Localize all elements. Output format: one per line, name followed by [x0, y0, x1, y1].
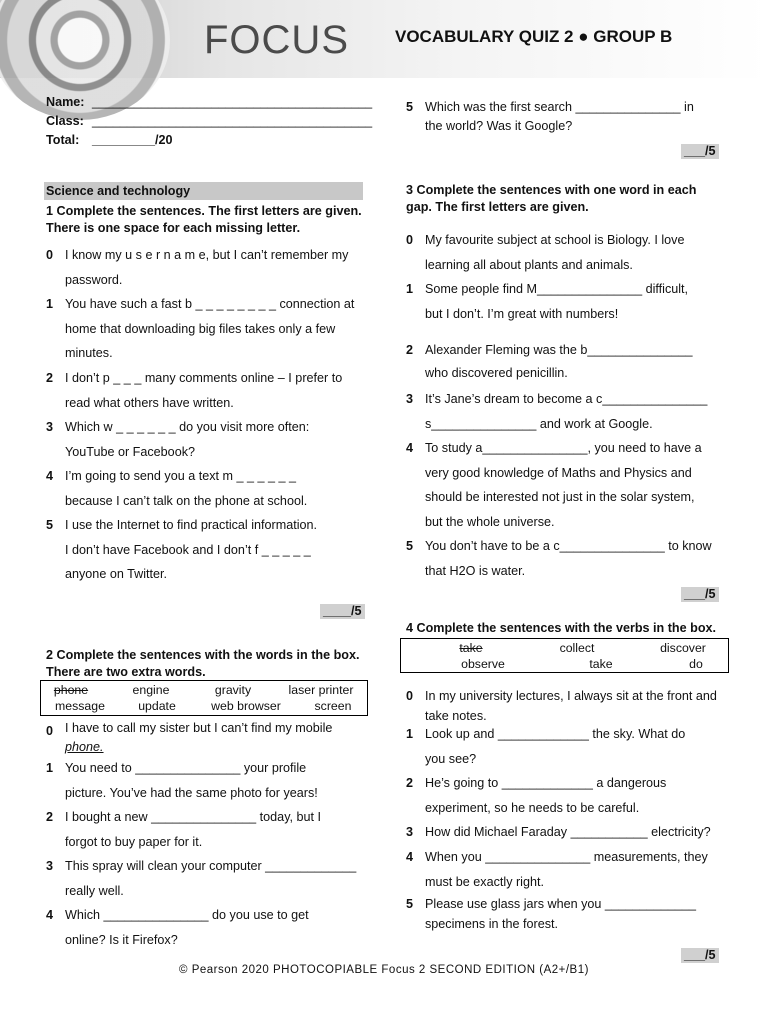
item-line: s_______________ and work at Google. — [425, 416, 653, 431]
ex3-item-3 — [425, 387, 707, 436]
item-line: that H2O is water. — [425, 563, 526, 578]
ex4-item-5 — [425, 894, 696, 934]
item-number: 1 — [406, 282, 414, 296]
word-box-item: laser printer — [288, 683, 354, 697]
ex2-item-0 — [65, 719, 332, 757]
name-label: Name: — [46, 95, 85, 109]
word-box-item: gravity — [214, 683, 252, 697]
item-line: picture. You’ve had the same photo for years! — [65, 785, 318, 800]
word-box-item: phone — [53, 683, 89, 697]
item-number: 1 — [46, 297, 54, 311]
item-line: but the whole universe. — [425, 514, 555, 529]
item-line: How did Michael Faraday ___________ electricity? — [425, 825, 711, 839]
item-line: I use the Internet to find practical information. — [65, 518, 318, 532]
ex1-score: ____/5 — [320, 604, 365, 619]
item-line: you see? — [425, 751, 477, 766]
word-box-item: do — [689, 657, 703, 671]
item-line: specimens in the forest. — [425, 917, 558, 931]
item-number: 1 — [406, 727, 414, 741]
class-label: Class: — [46, 114, 84, 128]
item-line: I’m going to send you a text m _ _ _ _ _ _ — [65, 469, 297, 483]
item-number: 4 — [406, 850, 414, 864]
item-number: 0 — [46, 724, 54, 738]
ex3-item-1 — [425, 277, 688, 326]
ex3-heading-line: 3 Complete the sentences with one word in each — [406, 183, 697, 197]
ex1-heading-line: There is one space for each missing letter. — [46, 221, 301, 235]
ex1-heading-line: 1 Complete the sentences. The first letters are given. — [46, 204, 362, 218]
item-line: It’s Jane’s dream to become a c_______________ — [425, 392, 708, 406]
item-line: take notes. — [425, 709, 487, 723]
ex2-item-5 — [425, 98, 694, 136]
ex4-word-box — [400, 638, 729, 673]
item-number: 4 — [46, 908, 54, 922]
ex2-heading-line: There are two extra words. — [46, 665, 206, 679]
ex2-heading-line: 2 Complete the sentences with the words in the box. — [46, 648, 360, 662]
ex4-item-2 — [425, 771, 666, 820]
item-line: Please use glass jars when you _____________ — [425, 897, 696, 911]
item-number: 2 — [46, 810, 54, 824]
total-label: Total: — [46, 133, 80, 147]
item-line: You need to _______________ your profile — [65, 761, 307, 775]
item-line: anyone on Twitter. — [65, 567, 167, 581]
item-number: 0 — [406, 689, 414, 703]
ex3-heading — [406, 182, 696, 216]
item-number: 5 — [406, 539, 414, 553]
item-line: very good knowledge of Maths and Physics and — [425, 465, 692, 480]
ex4-heading-line: 4 Complete the sentences with the verbs in the box. — [406, 621, 717, 635]
brand-logo: FOCUS — [204, 18, 349, 62]
item-line: You have such a fast b _ _ _ _ _ _ _ _ connection at — [65, 297, 355, 311]
item-number: 3 — [406, 825, 414, 839]
item-line: minutes. — [65, 346, 113, 360]
ex4-score: ___/5 — [681, 948, 719, 963]
word-box-item: collect — [559, 641, 595, 655]
ex2-item-2 — [65, 805, 321, 854]
item-line: You don’t have to be a c_______________ to know — [425, 539, 712, 553]
word-box-item: take — [589, 657, 613, 671]
item-number: 0 — [46, 248, 54, 262]
ex3-heading-line: gap. The first letters are given. — [406, 200, 589, 214]
ex1-heading — [46, 203, 362, 237]
ex1-item-2 — [65, 366, 342, 415]
ex2-item-4 — [65, 903, 309, 952]
total-line: _________/20 — [92, 133, 173, 147]
ex1-item-4 — [65, 464, 307, 513]
item-line: online? Is it Firefox? — [65, 932, 178, 947]
item-line: password. — [65, 272, 123, 287]
header-banner — [0, 0, 768, 78]
ex1-item-1 — [65, 292, 354, 366]
ex2-item-3 — [65, 854, 356, 903]
item-line: read what others have written. — [65, 395, 234, 410]
ex3-item-2 — [425, 339, 692, 385]
item-line: but I don’t. I’m great with numbers! — [425, 306, 619, 321]
item-number: 5 — [406, 100, 414, 114]
ex2-item-1 — [65, 756, 318, 805]
item-line: really well. — [65, 883, 124, 898]
ex3-score: ___/5 — [681, 587, 719, 602]
name-line: ________________________________________ — [92, 95, 373, 109]
item-line: In my university lectures, I always sit at the front and — [425, 689, 717, 703]
item-number: 3 — [46, 859, 54, 873]
item-line: forgot to buy paper for it. — [65, 834, 203, 849]
item-number: 2 — [406, 343, 414, 357]
item-line: Some people find M_______________ difficult, — [425, 282, 689, 296]
item-line: the world? Was it Google? — [425, 119, 573, 133]
item-line: When you _______________ measurements, they — [425, 850, 708, 864]
item-line: My favourite subject at school is Biology. I love — [425, 233, 685, 247]
word-box-item: update — [138, 699, 176, 713]
ex3-item-5 — [425, 534, 712, 583]
ex1-item-5 — [65, 513, 317, 587]
item-line: Which was the first search _______________ in — [425, 100, 694, 114]
item-line: home that downloading big files takes only a few — [65, 321, 336, 336]
item-number: 5 — [46, 518, 54, 532]
item-line: I don’t have Facebook and I don’t f _ _ _ _ _ — [65, 542, 311, 557]
item-number: 3 — [406, 392, 414, 406]
item-line: YouTube or Facebook? — [65, 444, 195, 459]
ex4-item-0 — [425, 686, 717, 726]
ex4-item-4 — [425, 845, 708, 894]
ex2-score: ___/5 — [681, 144, 719, 159]
word-box-item: message — [55, 699, 105, 713]
class-line: ________________________________________ — [92, 114, 373, 128]
word-box-item: screen — [314, 699, 352, 713]
word-box-item: observe — [461, 657, 505, 671]
item-number: 2 — [406, 776, 414, 790]
item-line: This spray will clean your computer _____________ — [65, 859, 357, 873]
ex4-item-3 — [425, 820, 711, 845]
item-line: Which _______________ do you use to get — [65, 908, 309, 922]
item-line: learning all about plants and animals. — [425, 257, 633, 272]
ex3-item-0 — [425, 228, 684, 277]
word-box-item: web browser — [211, 699, 281, 713]
item-number: 1 — [46, 761, 54, 775]
item-line: To study a_______________, you need to have a — [425, 441, 702, 455]
item-line: phone. — [65, 740, 104, 754]
ex2-heading — [46, 647, 360, 681]
section-title: Science and technology — [44, 182, 363, 200]
ex3-item-4 — [425, 436, 702, 534]
item-number: 4 — [406, 441, 414, 455]
ex1-item-3 — [65, 415, 309, 464]
item-line: Alexander Fleming was the b_______________ — [425, 343, 693, 357]
item-line: I don’t p _ _ _ many comments online – I prefer to — [65, 371, 343, 385]
item-line: Look up and _____________ the sky. What do — [425, 727, 686, 741]
quiz-title: VOCABULARY QUIZ 2 ● GROUP B — [395, 27, 673, 46]
item-number: 2 — [46, 371, 54, 385]
copyright-footer: © Pearson 2020 PHOTOCOPIABLE Focus 2 SECOND EDITION (A2+/B1) — [179, 964, 589, 976]
item-line: experiment, so he needs to be careful. — [425, 800, 640, 815]
item-line: He’s going to _____________ a dangerous — [425, 776, 667, 790]
item-line: because I can’t talk on the phone at school. — [65, 493, 308, 508]
item-number: 5 — [406, 897, 414, 911]
item-line: I know my u s e r n a m e, but I can’t remember my — [65, 248, 349, 262]
ex2-word-box — [40, 680, 368, 716]
ex4-heading — [406, 620, 716, 637]
item-line: should be interested not just in the solar system, — [425, 490, 695, 504]
item-number: 4 — [46, 469, 54, 483]
word-box-item: discover — [660, 641, 706, 655]
word-box-item: take — [459, 641, 483, 655]
ex1-item-0 — [65, 243, 348, 292]
ex4-item-1 — [425, 722, 685, 771]
item-number: 0 — [406, 233, 414, 247]
item-number: 3 — [46, 420, 54, 434]
item-line: must be exactly right. — [425, 874, 544, 889]
item-line: who discovered penicillin. — [425, 366, 568, 380]
word-box-item: engine — [132, 683, 170, 697]
item-line: Which w _ _ _ _ _ _ do you visit more often: — [65, 420, 310, 434]
item-line: I bought a new _______________ today, but I — [65, 810, 322, 824]
item-line: I have to call my sister but I can’t find my mobile — [65, 721, 333, 735]
